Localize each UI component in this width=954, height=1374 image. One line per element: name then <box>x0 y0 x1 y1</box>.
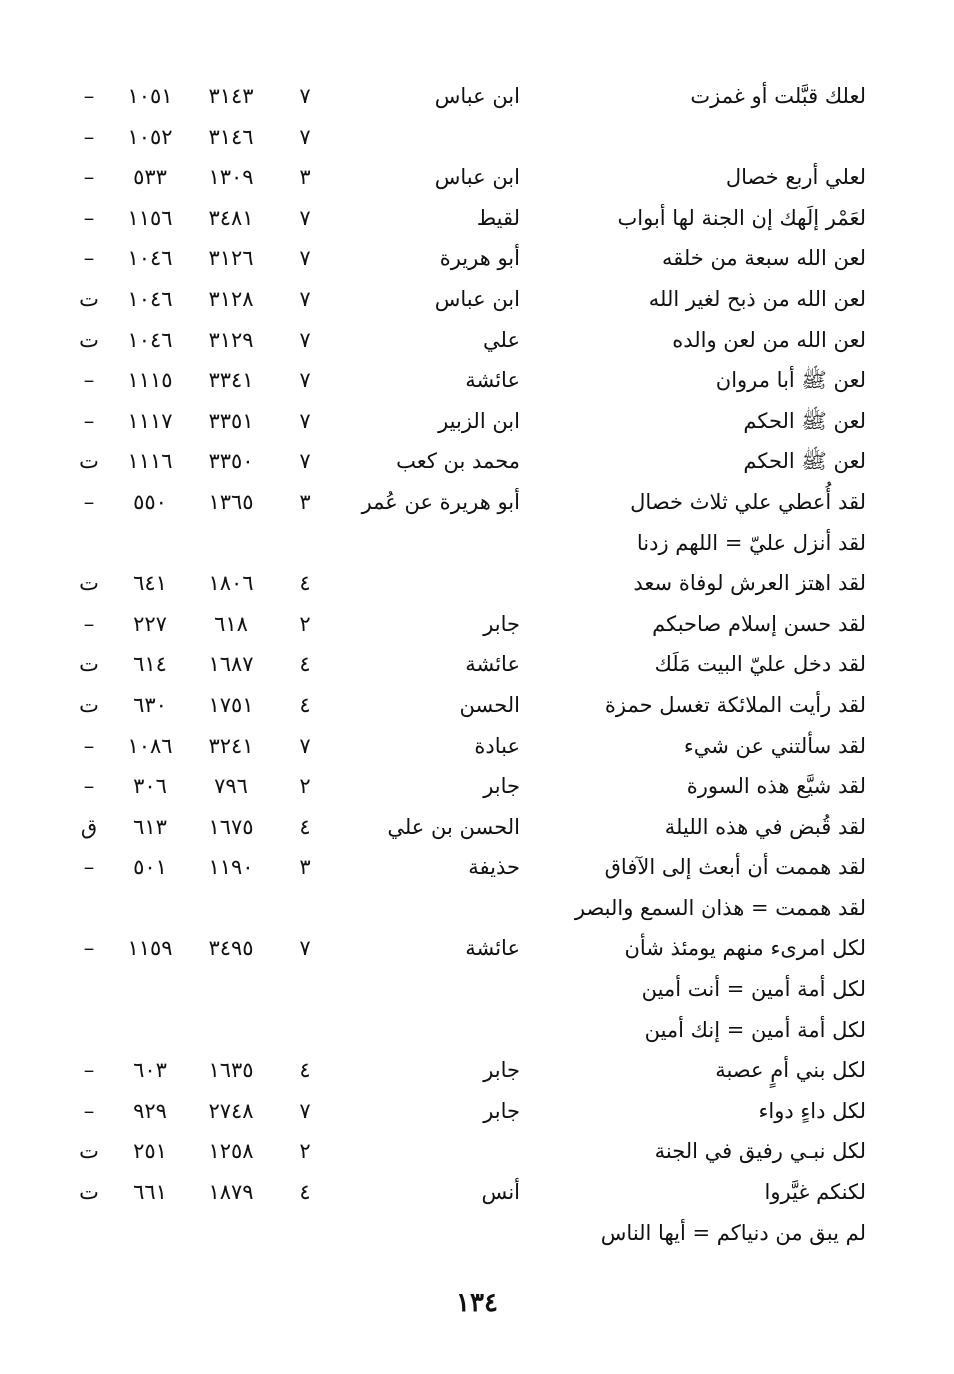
hadith-text: لم يبق من دنياكم = أيها الناس <box>600 1220 866 1245</box>
narrator: عائشة <box>465 368 520 393</box>
reference-number: ٧٩٦ <box>214 774 248 799</box>
hadith-text: لعَمْر إلَهك إن الجنة لها أبواب <box>617 205 866 230</box>
volume-number: ٧ <box>299 368 311 393</box>
hadith-text: لكل بني أمٍ عصبة <box>715 1058 866 1083</box>
source-mark: – <box>83 1098 95 1123</box>
table-row <box>0 644 954 685</box>
hadith-text: لعن الله من ذبح لغير الله <box>648 286 866 311</box>
hadith-text: لعن ﷺ الحكم <box>743 408 866 433</box>
hadith-text: لقد هممت أن أبعث إلى الآفاق <box>604 855 866 880</box>
table-row <box>0 117 954 158</box>
source-mark: – <box>83 611 95 636</box>
table-row <box>0 360 954 401</box>
hadith-text: لكل امرىء منهم يومئذ شأن <box>624 936 866 961</box>
source-mark <box>74 1010 104 1051</box>
hadith-text: لكل داءٍ دواء <box>758 1098 866 1123</box>
narrator: علي <box>483 327 520 352</box>
table-row <box>0 685 954 726</box>
page-reference: ٢٢٧ <box>133 611 167 636</box>
table-row <box>0 563 954 604</box>
table-row <box>0 198 954 239</box>
reference-number: ٣١٢٩ <box>208 327 254 352</box>
source-mark: – <box>83 124 95 149</box>
reference-number: ٣١٤٦ <box>208 124 254 149</box>
reference-number: ٣١٢٨ <box>208 286 254 311</box>
narrator: ابن الزبير <box>438 408 520 433</box>
narrator: أبو هريرة عن عُمر <box>361 489 520 514</box>
volume-number: ٧ <box>299 733 311 758</box>
source-mark: ت <box>79 1139 99 1164</box>
table-row <box>0 1010 954 1051</box>
reference-number: ٣٢٤١ <box>208 733 254 758</box>
reference-number: ١٧٥١ <box>208 692 254 717</box>
hadith-index-table <box>0 76 954 1253</box>
page-reference: ٥٥٠ <box>133 489 167 514</box>
table-row <box>0 766 954 807</box>
page-reference: ١١١٥ <box>127 368 173 393</box>
hadith-text: لقد رأيت الملائكة تغسل حمزة <box>604 692 866 717</box>
table-row <box>0 441 954 482</box>
page-reference: ١٠٥١ <box>127 84 173 108</box>
volume-number: ٧ <box>299 124 311 149</box>
reference-number: ٣٣٥٠ <box>208 449 254 474</box>
source-mark: ق <box>80 814 98 839</box>
reference-number: ١٦٣٥ <box>208 1058 254 1083</box>
volume-number: ٣ <box>299 165 311 190</box>
source-mark: ت <box>79 1180 99 1205</box>
source-mark <box>74 1213 104 1254</box>
source-mark <box>74 888 104 929</box>
hadith-text: لقد شيَّع هذه السورة <box>686 774 866 799</box>
page-reference <box>118 1010 182 1051</box>
source-mark: – <box>83 774 95 799</box>
source-mark <box>74 969 104 1010</box>
volume-number: ٤ <box>299 652 311 677</box>
table-row <box>0 604 954 645</box>
hadith-text: لكل أمة أمين = أنت أمين <box>641 977 866 1002</box>
volume-number <box>290 1213 320 1254</box>
narrator: ابن عباس <box>434 286 520 311</box>
volume-number: ٤ <box>299 692 311 717</box>
table-row <box>0 1050 954 1091</box>
reference-number <box>196 969 266 1010</box>
narrator <box>320 523 520 564</box>
table-row <box>0 1172 954 1213</box>
page-reference: ٢٥١ <box>133 1139 167 1164</box>
hadith-text: لكنكم غيَّروا <box>764 1180 866 1205</box>
page-reference: ٦٤١ <box>133 571 167 596</box>
narrator: لقيط <box>476 205 520 230</box>
volume-number <box>290 969 320 1010</box>
narrator <box>320 969 520 1010</box>
narrator: عبادة <box>474 733 520 758</box>
page-reference: ١١٥٩ <box>127 936 173 961</box>
table-row <box>0 928 954 969</box>
page-reference: ١٠٤٦ <box>127 246 173 271</box>
source-mark: ت <box>79 286 99 311</box>
volume-number: ٧ <box>299 246 311 271</box>
volume-number: ٧ <box>299 449 311 474</box>
reference-number: ١٦٨٧ <box>208 652 254 677</box>
volume-number: ٤ <box>299 571 311 596</box>
source-mark: – <box>83 855 95 880</box>
volume-number: ٢ <box>299 1139 311 1164</box>
page-reference: ١١٥٦ <box>127 205 173 230</box>
hadith-text: لقد قُبض في هذه الليلة <box>664 814 866 839</box>
source-mark: – <box>83 84 95 108</box>
volume-number: ٤ <box>299 1180 311 1205</box>
source-mark: – <box>83 205 95 230</box>
volume-number <box>290 523 320 564</box>
page-reference: ١٠٤٦ <box>127 327 173 352</box>
page-reference: ٥٣٣ <box>133 165 167 190</box>
table-row <box>0 523 954 564</box>
volume-number <box>290 1010 320 1051</box>
hadith-text: لعلي أربع خصال <box>725 165 866 190</box>
page-reference <box>118 1213 182 1254</box>
hadith-text: لقد اهتز العرش لوفاة سعد <box>633 571 866 596</box>
volume-number: ٧ <box>299 205 311 230</box>
table-row <box>0 969 954 1010</box>
table-row <box>0 807 954 848</box>
reference-number: ٣٤٩٥ <box>208 936 254 961</box>
table-row <box>0 76 954 117</box>
volume-number: ٤ <box>299 1058 311 1083</box>
page-reference: ١٠٨٦ <box>127 733 173 758</box>
source-mark: – <box>83 733 95 758</box>
page-reference: ٦١٣ <box>133 814 167 839</box>
table-row <box>0 1131 954 1172</box>
reference-number: ٣١٢٦ <box>208 246 254 271</box>
reference-number <box>196 523 266 564</box>
narrator <box>320 888 520 929</box>
narrator: ابن عباس <box>434 84 520 108</box>
volume-number: ٧ <box>299 84 311 108</box>
source-mark: – <box>83 246 95 271</box>
narrator: ابن عباس <box>434 165 520 190</box>
reference-number: ١٣٦٥ <box>208 489 254 514</box>
hadith-text: لعن الله سبعة من خلقه <box>661 246 866 271</box>
source-mark: – <box>83 408 95 433</box>
volume-number <box>290 888 320 929</box>
hadith-text: لعن الله من لعن والده <box>672 327 866 352</box>
volume-number: ٣ <box>299 855 311 880</box>
table-row <box>0 320 954 361</box>
source-mark: ت <box>79 652 99 677</box>
page-reference: ٥٠١ <box>133 855 167 880</box>
reference-number <box>196 888 266 929</box>
volume-number: ٧ <box>299 1098 311 1123</box>
narrator: جابر <box>483 774 520 799</box>
narrator: أبو هريرة <box>439 246 520 271</box>
page-reference: ١١١٦ <box>127 449 173 474</box>
hadith-text <box>536 117 866 158</box>
hadith-text: لعن ﷺ الحكم <box>743 449 866 474</box>
table-row <box>0 401 954 442</box>
narrator: جابر <box>483 1098 520 1123</box>
reference-number: ١١٩٠ <box>208 855 254 880</box>
hadith-text: لعن ﷺ أبا مروان <box>715 368 866 393</box>
reference-number: ٣٣٤١ <box>208 368 254 393</box>
volume-number: ٧ <box>299 286 311 311</box>
page-reference <box>118 888 182 929</box>
hadith-text: لكل نبـي رفيق في الجنة <box>654 1139 866 1164</box>
narrator <box>320 1010 520 1051</box>
volume-number: ٢ <box>299 611 311 636</box>
reference-number: ١٢٥٨ <box>208 1139 254 1164</box>
table-row <box>0 279 954 320</box>
source-mark: – <box>83 165 95 190</box>
narrator <box>320 1131 520 1172</box>
reference-number: ١٨٠٦ <box>208 571 254 596</box>
narrator: جابر <box>483 611 520 636</box>
page-reference: ١٠٤٦ <box>127 286 173 311</box>
page-reference: ١١١٧ <box>127 408 173 433</box>
narrator <box>320 1213 520 1254</box>
page-reference: ٦١٤ <box>133 652 167 677</box>
source-mark <box>74 523 104 564</box>
table-row <box>0 238 954 279</box>
source-mark: ت <box>79 327 99 352</box>
source-mark: – <box>83 489 95 514</box>
page-reference <box>118 969 182 1010</box>
reference-number: ١٣٠٩ <box>208 165 254 190</box>
page-reference: ٣٠٦ <box>133 774 167 799</box>
hadith-text: لقد أنزل عليّ = اللهم زدنا <box>636 530 866 555</box>
table-row <box>0 1213 954 1254</box>
reference-number <box>196 1010 266 1051</box>
hadith-text: لقد حسن إسلام صاحبكم <box>652 611 866 636</box>
source-mark: ت <box>79 692 99 717</box>
reference-number <box>196 1213 266 1254</box>
volume-number: ٣ <box>299 489 311 514</box>
volume-number: ٧ <box>299 408 311 433</box>
reference-number: ١٦٧٥ <box>208 814 254 839</box>
narrator <box>320 117 520 158</box>
narrator: عائشة <box>465 652 520 677</box>
volume-number: ٧ <box>299 936 311 961</box>
volume-number: ٤ <box>299 814 311 839</box>
page-number: ١٣٤ <box>456 1288 498 1318</box>
hadith-text: لقد أُعطي علي ثلاث خصال <box>630 489 866 514</box>
narrator: حذيفة <box>468 855 520 880</box>
narrator: محمد بن كعب <box>396 449 520 474</box>
page-reference: ١٠٥٢ <box>127 124 173 149</box>
hadith-text: لقد سألتني عن شيء <box>683 733 866 758</box>
source-mark: – <box>83 936 95 961</box>
table-row <box>0 482 954 523</box>
reference-number: ٢٧٤٨ <box>208 1098 254 1123</box>
page-reference <box>118 523 182 564</box>
source-mark: ت <box>79 449 99 474</box>
table-row <box>0 888 954 929</box>
table-row <box>0 847 954 888</box>
narrator: جابر <box>483 1058 520 1083</box>
narrator: الحسن بن علي <box>387 814 520 839</box>
reference-number: ٣٤٨١ <box>208 205 254 230</box>
hadith-text: لقد دخل عليّ البيت مَلَك <box>654 652 866 677</box>
source-mark: ت <box>79 571 99 596</box>
hadith-text: لكل أمة أمين = إنك أمين <box>644 1017 866 1042</box>
reference-number: ٦١٨ <box>214 611 248 636</box>
page-reference: ٦٠٣ <box>133 1058 167 1083</box>
hadith-text: لقد هممت = هذان السمع والبصر <box>574 895 866 920</box>
hadith-text: لعلك قبَّلت أو غمزت <box>690 84 866 108</box>
source-mark: – <box>83 1058 95 1083</box>
volume-number: ٧ <box>299 327 311 352</box>
page-reference: ٩٢٩ <box>133 1098 167 1123</box>
reference-number: ٣٣٥١ <box>208 408 254 433</box>
narrator: الحسن <box>459 692 520 717</box>
narrator: أنس <box>481 1180 520 1205</box>
source-mark: – <box>83 368 95 393</box>
table-row <box>0 726 954 767</box>
page-reference: ٦٣٠ <box>133 692 167 717</box>
page-reference: ٦٦١ <box>133 1180 167 1205</box>
volume-number: ٢ <box>299 774 311 799</box>
narrator: عائشة <box>465 936 520 961</box>
narrator <box>320 563 520 604</box>
reference-number: ٣١٤٣ <box>208 84 254 108</box>
table-row <box>0 157 954 198</box>
reference-number: ١٨٧٩ <box>208 1180 254 1205</box>
table-row <box>0 1091 954 1132</box>
